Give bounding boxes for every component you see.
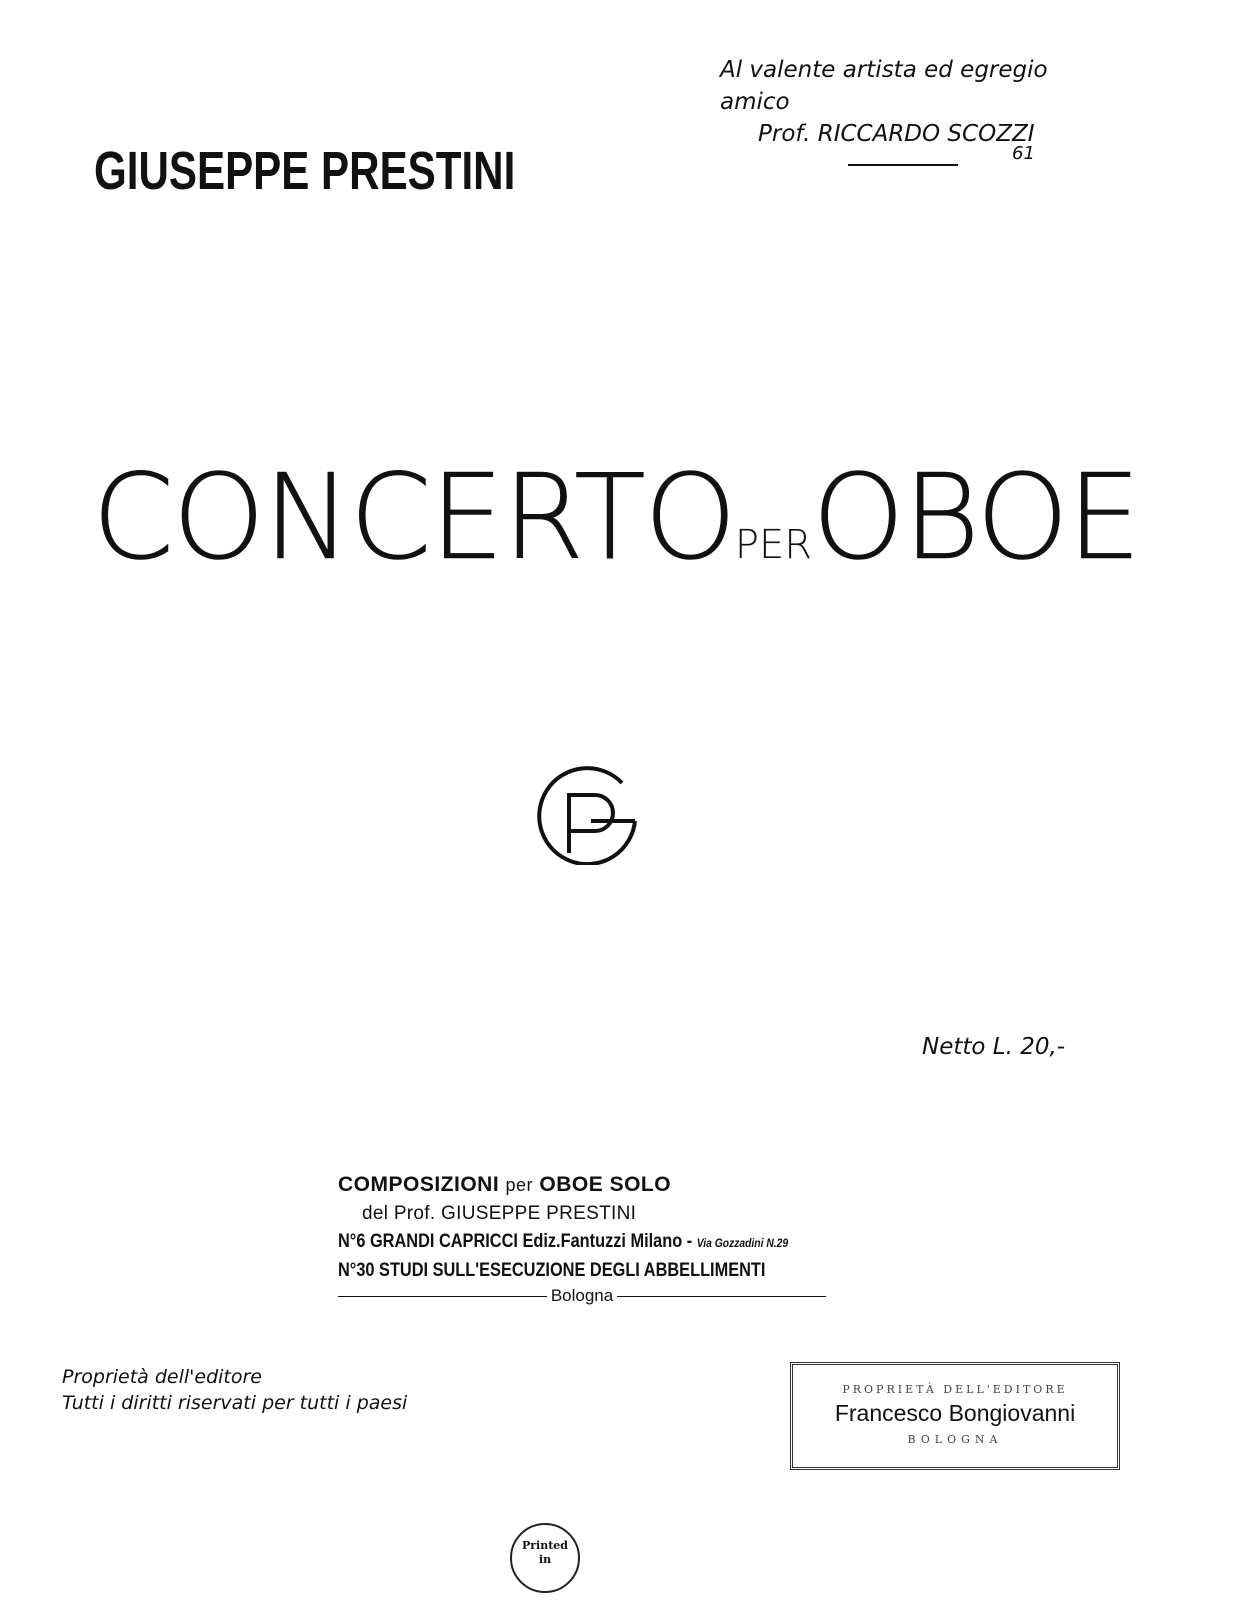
stamp-line-1: PROPRIETÀ DELL'EDITORE [842,1383,1068,1396]
works-item-1-address: Via Gozzadini N.29 [696,1236,789,1250]
gp-monogram-icon [527,755,647,870]
stamp-publisher: Francesco Bongiovanni [834,1400,1076,1426]
title-per: PER [734,522,813,568]
printed-in-seal [510,1523,580,1593]
works-heading-a: COMPOSIZIONI [338,1173,500,1196]
works-heading [338,1170,838,1200]
dedication-paraph: 61 [1012,143,1035,164]
page-title [92,448,1140,586]
rights-notice [62,1364,407,1416]
dedication-rule [848,164,958,166]
works-list [338,1170,838,1307]
dedication [720,54,1100,166]
title-oboe: OBOE [812,448,1140,586]
works-item-1-text: N°6 GRANDI CAPRICCI Ediz.Fantuzzi Milano - [338,1231,693,1252]
works-author: del Prof. GIUSEPPE PRESTINI [362,1203,637,1224]
dedication-line-2: Prof. RICCARDO SCOZZI [758,121,1035,147]
works-item-2: N°30 STUDI SULL'ESECUZIONE DEGLI ABBELLIMENTI [338,1260,766,1281]
works-city-row [338,1285,826,1307]
stamp-city: BOLOGNA [907,1433,1003,1446]
divider [617,1296,826,1297]
publisher-stamp [790,1362,1120,1470]
seal-line-2: in [538,1553,552,1566]
works-city: Bologna [550,1286,614,1305]
works-heading-c: OBOE SOLO [539,1173,672,1196]
seal-line-1: Printed [521,1539,568,1552]
divider [338,1296,547,1297]
rights-line-1: Proprietà dell'editore [62,1366,263,1388]
composer-name: GIUSEPPE PRESTINI [94,141,516,201]
works-heading-b: per [505,1175,534,1195]
rights-line-2: Tutti i diritti riservati per tutti i paesi [62,1392,408,1414]
works-item-1 [338,1228,789,1257]
title-concerto: CONCERTO [92,448,735,586]
price: Netto L. 20,- [922,1034,1066,1060]
dedication-line-1: Al valente artista ed egregio amico [720,57,1048,115]
